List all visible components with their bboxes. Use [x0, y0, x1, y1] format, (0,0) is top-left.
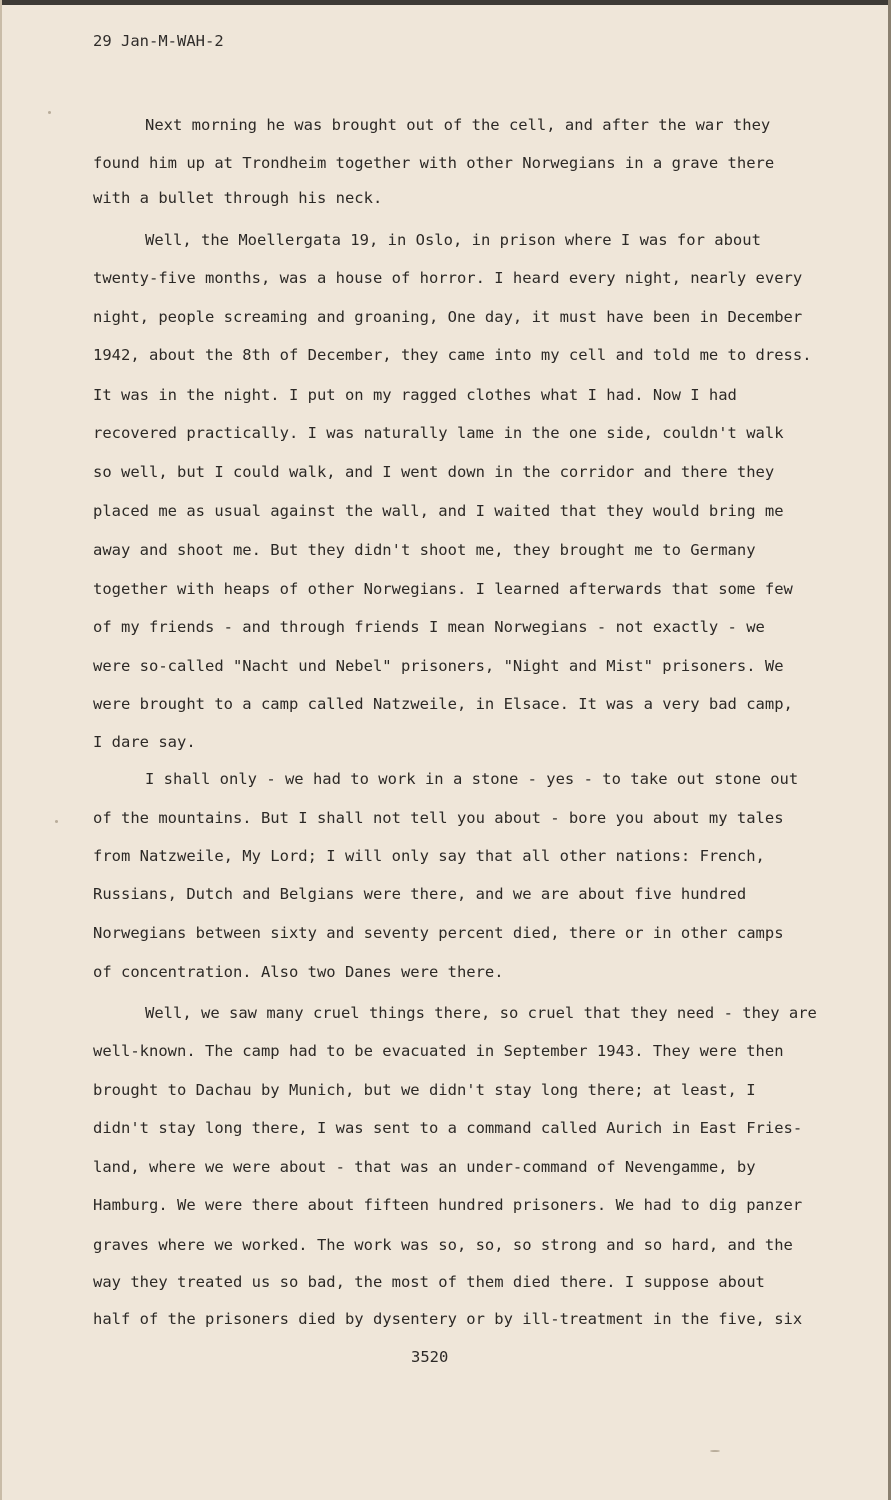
paper-speck — [48, 111, 51, 114]
page-number: 3520 — [411, 1348, 449, 1366]
text-line: I shall only - we had to work in a stone - yes - to take out stone out — [145, 770, 799, 788]
text-line: brought to Dachau by Munich, but we didn't stay long there; at least, I — [93, 1081, 756, 1099]
text-line: graves where we worked. The work was so, so, so strong and so hard, and the — [93, 1236, 793, 1254]
text-line: night, people screaming and groaning, One day, it must have been in December — [93, 308, 803, 326]
text-line: Norwegians between sixty and seventy percent died, there or in other camps — [93, 924, 784, 942]
text-line: well-known. The camp had to be evacuated in September 1943. They were then — [93, 1042, 784, 1060]
text-line: placed me as usual against the wall, and I waited that they would bring me — [93, 502, 784, 520]
text-line: away and shoot me. But they didn't shoot me, they brought me to Germany — [93, 541, 756, 559]
text-line: Russians, Dutch and Belgians were there, and we are about five hundred — [93, 885, 747, 903]
scan-top-border — [0, 0, 891, 5]
paper-speck — [710, 1450, 720, 1452]
text-line: found him up at Trondheim together with other Norwegians in a grave there — [93, 154, 775, 172]
text-line: half of the prisoners died by dysentery or by ill-treatment in the five, six — [93, 1310, 803, 1328]
text-line: It was in the night. I put on my ragged clothes what I had. Now I had — [93, 386, 737, 404]
text-line: I dare say. — [93, 733, 196, 751]
text-line: Hamburg. We were there about fifteen hundred prisoners. We had to dig panzer — [93, 1196, 803, 1214]
text-line: of concentration. Also two Danes were there. — [93, 963, 504, 981]
text-line: so well, but I could walk, and I went down in the corridor and there they — [93, 463, 775, 481]
text-line: of the mountains. But I shall not tell you about - bore you about my tales — [93, 809, 784, 827]
document-id: 29 Jan-M-WAH-2 — [93, 32, 224, 50]
text-line: land, where we were about - that was an under-command of Nevengamme, by — [93, 1158, 756, 1176]
text-line: of my friends - and through friends I mean Norwegians - not exactly - we — [93, 618, 765, 636]
text-line: didn't stay long there, I was sent to a command called Aurich in East Fries- — [93, 1119, 803, 1137]
text-line: recovered practically. I was naturally lame in the one side, couldn't walk — [93, 424, 784, 442]
paper-speck — [55, 820, 58, 823]
text-line: were so-called "Nacht und Nebel" prisoners, "Night and Mist" prisoners. We — [93, 657, 784, 675]
text-line: Well, the Moellergata 19, in Oslo, in prison where I was for about — [145, 231, 761, 249]
text-line: with a bullet through his neck. — [93, 189, 383, 207]
text-line: twenty-five months, was a house of horror. I heard every night, nearly every — [93, 269, 803, 287]
text-line: from Natzweile, My Lord; I will only say that all other nations: French, — [93, 847, 765, 865]
text-line: Well, we saw many cruel things there, so cruel that they need - they are — [145, 1004, 817, 1022]
text-line: 1942, about the 8th of December, they came into my cell and told me to dress. — [93, 346, 812, 364]
text-line: were brought to a camp called Natzweile, in Elsace. It was a very bad camp, — [93, 695, 793, 713]
text-line: way they treated us so bad, the most of them died there. I suppose about — [93, 1273, 765, 1291]
text-line: Next morning he was brought out of the cell, and after the war they — [145, 116, 771, 134]
page-left-edge — [0, 0, 2, 1500]
text-line: together with heaps of other Norwegians. I learned afterwards that some few — [93, 580, 793, 598]
